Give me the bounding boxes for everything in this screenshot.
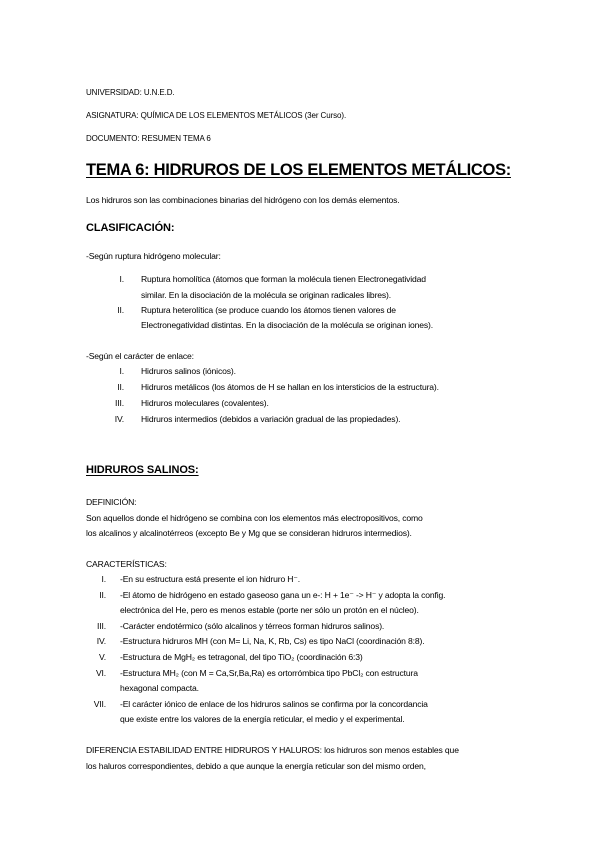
caracteristica-6-line-1: -Estructura MH₂ (con M = Ca,Sr,Ba,Ra) es ortorrómbica tipo PbCl₂ con estructura — [120, 668, 418, 678]
ruptura-item-2-line-2: Electronegatividad distintas. En la disociación de la molécula se originan iones). — [141, 320, 433, 330]
header-asignatura: ASIGNATURA: QUÍMICA DE LOS ELEMENTOS METÁLICOS (3er Curso). — [86, 111, 347, 120]
caracteristica-1-number: I. — [101, 574, 106, 584]
caracteristica-2-number: II. — [99, 590, 106, 600]
caracteristica-7-number: VII. — [93, 699, 106, 709]
definicion-label: DEFINICIÓN: — [86, 497, 137, 507]
caracteristica-5-line-1: -Estructura de MgH₂ es tetragonal, del tipo TiO₂ (coordinación 6:3) — [120, 652, 363, 662]
caracteristica-4-number: IV. — [96, 636, 106, 646]
diferencia-line-1: DIFERENCIA ESTABILIDAD ENTRE HIDRUROS Y HALUROS: los hidruros son menos estables que — [86, 745, 459, 755]
caracteristica-3-line-1: -Carácter endotérmico (sólo alcalinos y térreos forman hidruros salinos). — [120, 621, 385, 631]
ruptura-item-1-line-1: Ruptura homolítica (átomos que forman la molécula tienen Electronegatividad — [141, 274, 426, 284]
definicion-line-2: los alcalinos y alcalinotérreos (excepto Be y Mg que se consideran hidruros intermedios). — [86, 528, 412, 538]
caracteristica-3-number: III. — [97, 621, 106, 631]
intro-paragraph: Los hidruros son las combinaciones binarias del hidrógeno con los demás elementos. — [86, 195, 400, 205]
enlace-item-1: Hidruros salinos (iónicos). — [141, 366, 236, 376]
caracteristica-7-line-1: -El carácter iónico de enlace de los hidruros salinos se confirma por la concordancia — [120, 699, 428, 709]
caracteristica-2-line-2: electrónica del He, pero es menos estable (porte ner sólo un protón en el núcleo). — [120, 605, 419, 615]
definicion-line-1: Son aquellos donde el hidrógeno se combina con los elementos más electropositivos, como — [86, 513, 423, 523]
ruptura-intro: -Según ruptura hidrógeno molecular: — [86, 251, 221, 261]
caracteristicas-label: CARACTERÍSTICAS: — [86, 559, 167, 569]
header-documento: DOCUMENTO: RESUMEN TEMA 6 — [86, 134, 211, 143]
caracteristica-1-line-1: -En su estructura está presente el ion hidruro H⁻. — [120, 574, 300, 584]
salinos-heading: HIDRUROS SALINOS: — [86, 464, 199, 476]
ruptura-item-1-line-2: similar. En la disociación de la molécula se originan radicales libres). — [141, 290, 392, 300]
enlace-item-1-number: I. — [119, 366, 124, 376]
caracteristica-2-line-1: -El átomo de hidrógeno en estado gaseoso gana un e-: H + 1e⁻ -> H⁻ y adopta la config. — [120, 590, 446, 600]
ruptura-item-1-number: I. — [119, 274, 124, 284]
caracteristica-4-line-1: -Estructura hidruros MH (con M= Li, Na, K, Rb, Cs) es tipo NaCl (coordinación 8:8). — [120, 636, 425, 646]
enlace-item-2-number: II. — [117, 382, 124, 392]
ruptura-item-2-line-1: Ruptura heterolítica (se produce cuando los átomos tienen valores de — [141, 305, 396, 315]
header-universidad: UNIVERSIDAD: U.N.E.D. — [86, 88, 175, 97]
enlace-item-4: Hidruros intermedios (debidos a variación gradual de las propiedades). — [141, 414, 401, 424]
enlace-item-3-number: III. — [115, 398, 124, 408]
ruptura-item-2-number: II. — [117, 305, 124, 315]
clasificacion-heading: CLASIFICACIÓN: — [86, 222, 175, 234]
page-title: TEMA 6: HIDRUROS DE LOS ELEMENTOS METÁLICOS: — [86, 161, 511, 179]
enlace-item-4-number: IV. — [114, 414, 124, 424]
caracteristica-6-line-2: hexagonal compacta. — [120, 683, 199, 693]
diferencia-line-2: los haluros correspondientes, debido a que aunque la energía reticular son del mismo orden, — [86, 761, 426, 771]
caracteristica-7-line-2: que existe entre los valores de la energía reticular, el medio y el experimental. — [120, 714, 405, 724]
enlace-item-2: Hidruros metálicos (los átomos de H se hallan en los intersticios de la estructura). — [141, 382, 439, 392]
enlace-item-3: Hidruros moleculares (covalentes). — [141, 398, 269, 408]
caracteristica-5-number: V. — [98, 652, 106, 662]
enlace-intro: -Según el carácter de enlace: — [86, 351, 194, 361]
caracteristica-6-number: VI. — [95, 668, 106, 678]
